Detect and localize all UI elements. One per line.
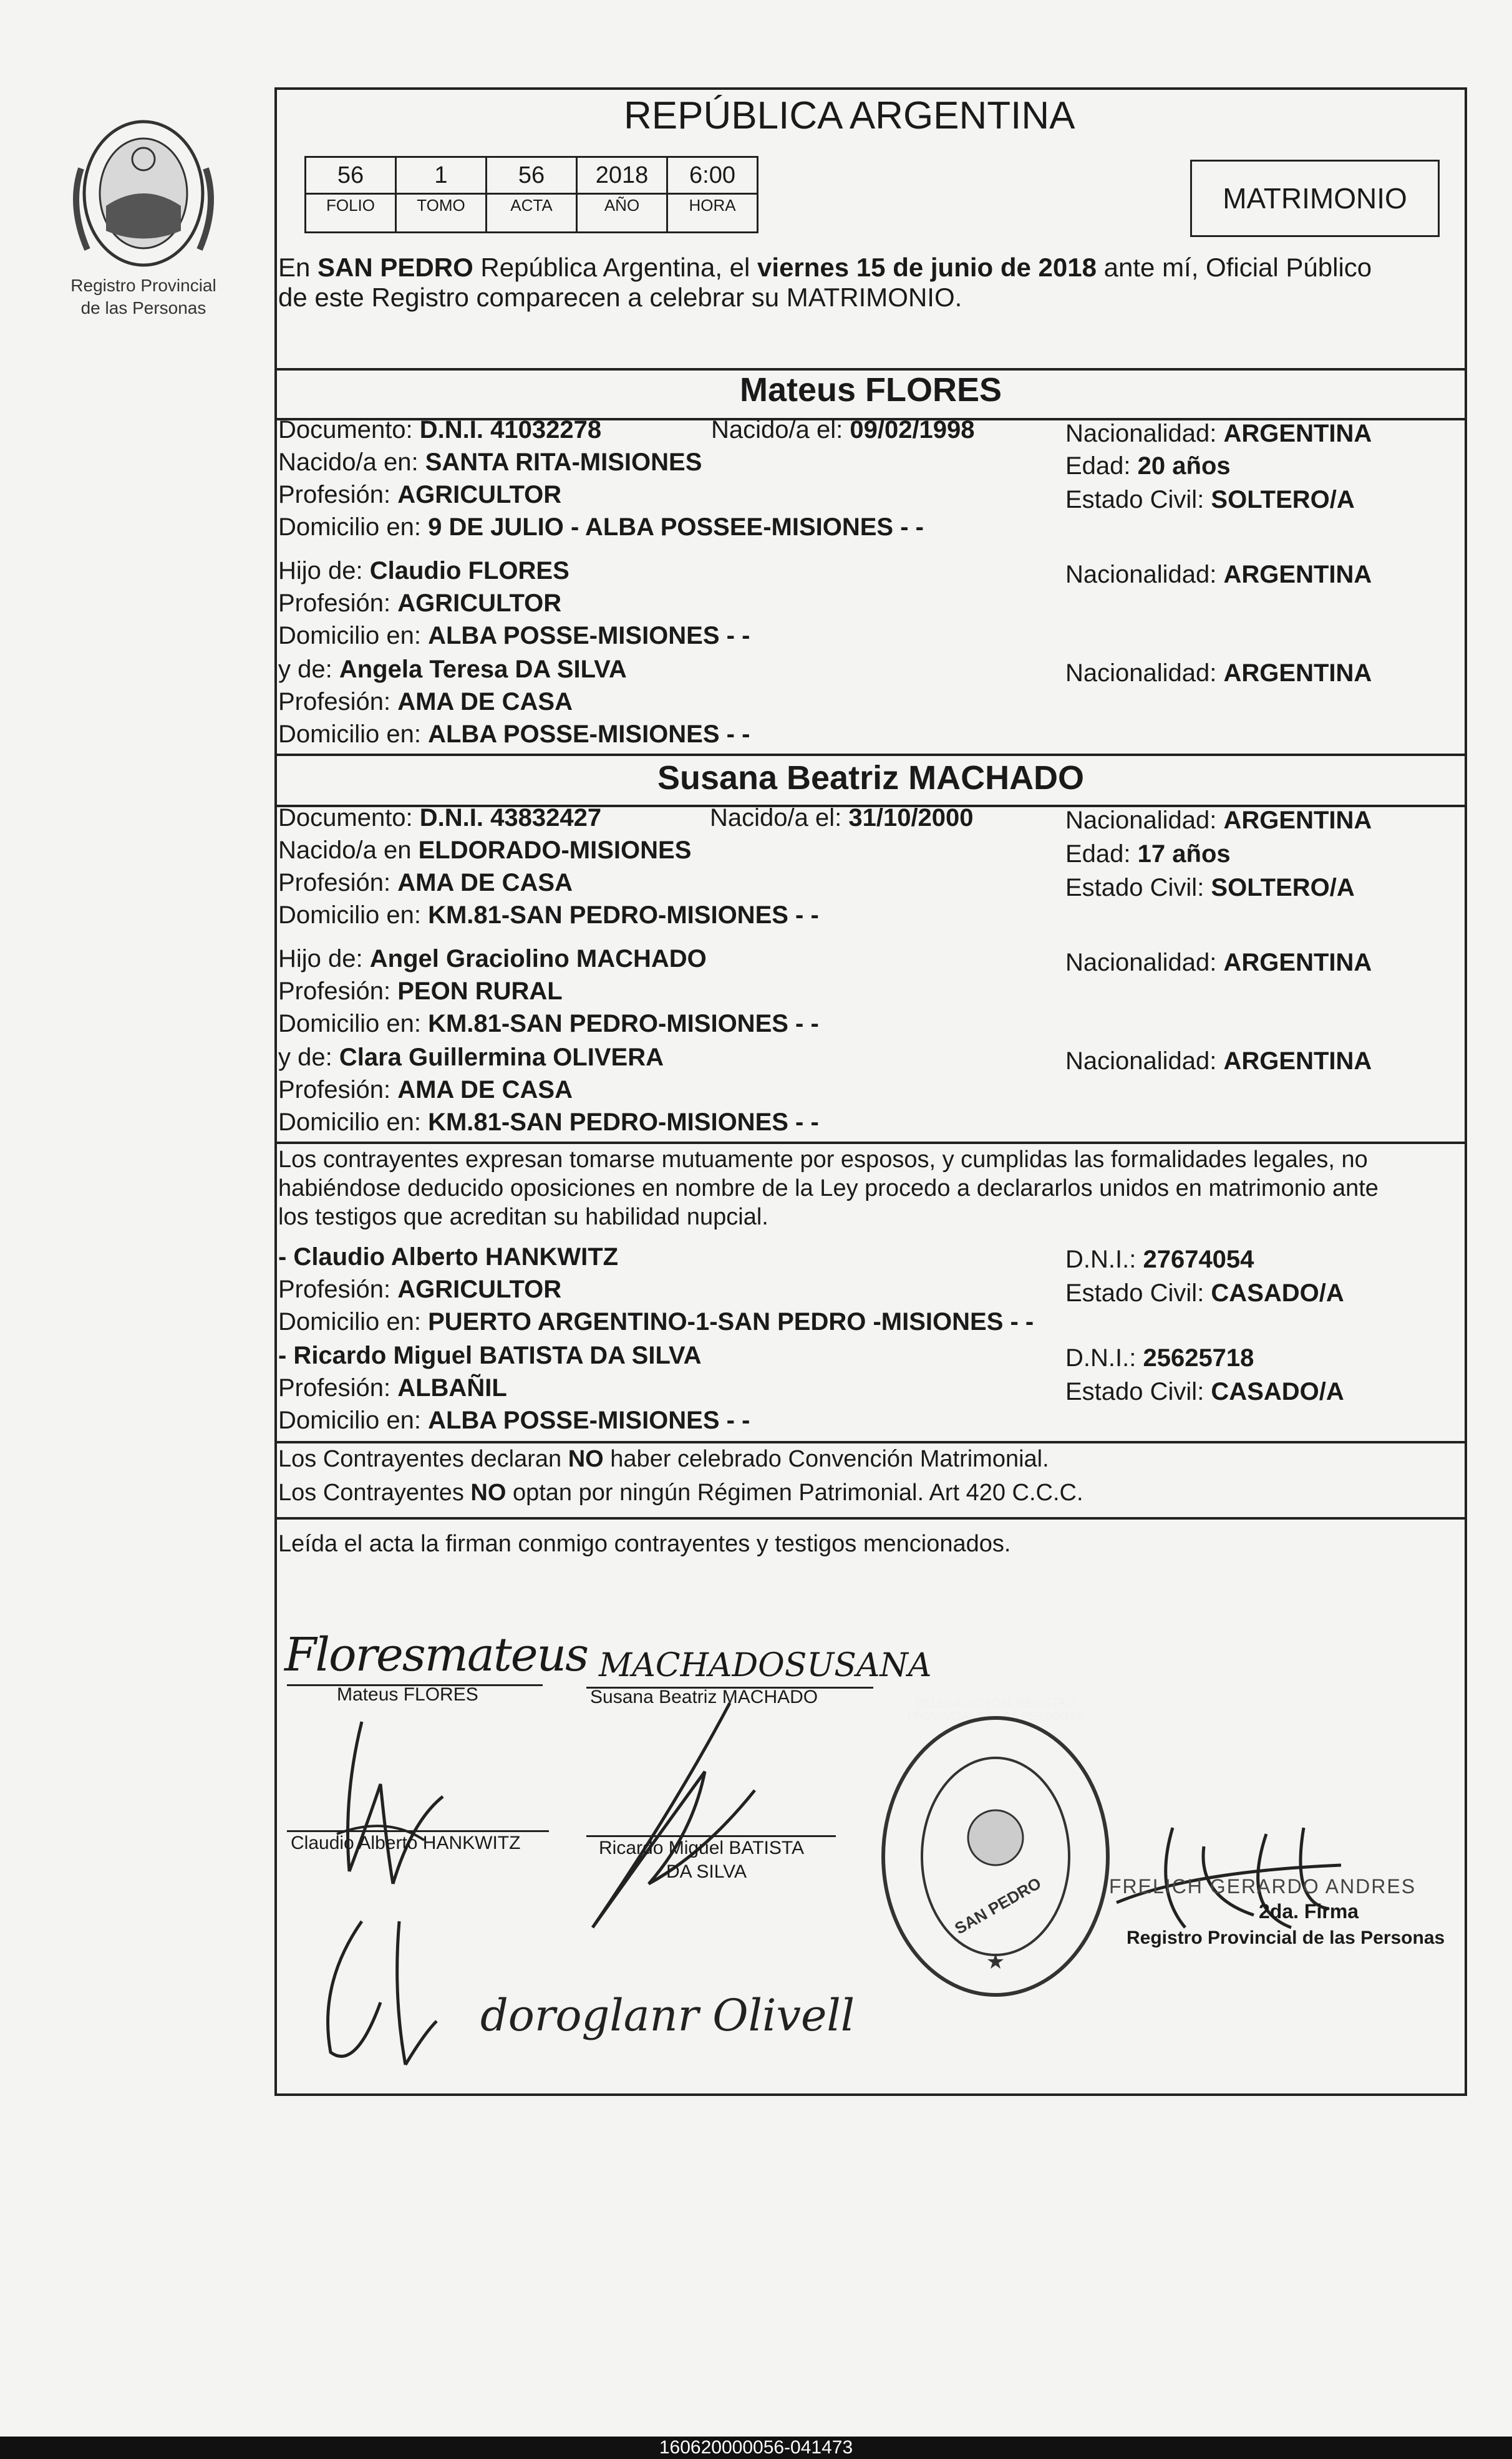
witness-1-address: Domicilio en: PUERTO ARGENTINO-1-SAN PEDRO -MISIONES - - bbox=[278, 1308, 1034, 1336]
groom-civil-status: Estado Civil: SOLTERO/A bbox=[1065, 486, 1355, 513]
field-hora bbox=[666, 156, 758, 233]
intro-mid: República Argentina, el bbox=[473, 253, 758, 282]
witness-1-civil-status: Estado Civil: CASADO/A bbox=[1065, 1279, 1344, 1307]
official-name: FRELICH GERARDO ANDRES bbox=[1109, 1875, 1417, 1898]
ano-value: 2018 bbox=[595, 162, 649, 188]
witness-1-signature-scribble bbox=[299, 1709, 462, 1909]
province-seal bbox=[62, 112, 225, 281]
field-acta bbox=[485, 156, 578, 233]
logo-caption-line2: de las Personas bbox=[80, 298, 206, 318]
witness-2-signature-label-line-1: Ricardo Miguel BATISTA bbox=[599, 1838, 804, 1858]
logo-caption-line1: Registro Provincial bbox=[70, 276, 216, 295]
declaration-text bbox=[278, 1145, 1379, 1231]
bride-mother-nationality: Nacionalidad: ARGENTINA bbox=[1065, 1047, 1372, 1075]
field-tomo bbox=[395, 156, 487, 233]
witness-2-name: - Ricardo Miguel BATISTA DA SILVA bbox=[278, 1342, 702, 1369]
field-folio bbox=[304, 156, 397, 233]
convention-line-1: Los Contrayentes declaran NO haber celebrado Convención Matrimonial. bbox=[278, 1446, 1049, 1472]
witness-1-signature-label: Claudio Alberto HANKWITZ bbox=[291, 1833, 521, 1853]
bride-name: Susana Beatriz MACHADO bbox=[657, 759, 1085, 797]
bride-born: Nacido/a el: 31/10/2000 bbox=[710, 804, 974, 832]
stamp-ring-text bbox=[883, 1697, 1108, 1723]
intro-pre: En bbox=[278, 253, 318, 282]
groom-born: Nacido/a el: 09/02/1998 bbox=[711, 416, 975, 444]
witness-1-name: - Claudio Alberto HANKWITZ bbox=[278, 1243, 619, 1271]
folio-value: 56 bbox=[337, 162, 364, 188]
tomo-label: TOMO bbox=[397, 193, 485, 216]
footer-code-bar bbox=[0, 2437, 1512, 2459]
groom-name: Mateus FLORES bbox=[739, 371, 1002, 409]
intro-city: SAN PEDRO bbox=[317, 253, 473, 282]
closing-text: Leída el acta la firman conmigo contrayentes y testigos mencionados. bbox=[278, 1531, 1011, 1557]
acta-value: 56 bbox=[518, 162, 545, 188]
bride-nationality: Nacionalidad: ARGENTINA bbox=[1065, 807, 1372, 834]
intro-line-2: de este Registro comparecen a celebrar su MATRIMONIO. bbox=[278, 283, 962, 312]
declaration-line-2: habiéndose deducido oposiciones en nombre de la Ley procedo a declararlos unidos en matrimonio ante bbox=[278, 1175, 1379, 1201]
witness-2-address: Domicilio en: ALBA POSSE-MISIONES - - bbox=[278, 1407, 750, 1434]
witness-2-signature-scribble bbox=[580, 1697, 767, 1934]
intro-date: viernes 15 de junio de 2018 bbox=[757, 253, 1097, 282]
hora-label: HORA bbox=[668, 193, 757, 216]
bride-mother: y de: Clara Guillermina OLIVERA bbox=[278, 1044, 664, 1071]
groom-handwritten-signature: Floresmateus bbox=[284, 1628, 588, 1682]
groom-father-nationality: Nacionalidad: ARGENTINA bbox=[1065, 561, 1372, 588]
witness-1-profession: Profesión: AGRICULTOR bbox=[278, 1276, 562, 1303]
groom-father-address: Domicilio en: ALBA POSSE-MISIONES - - bbox=[278, 622, 750, 649]
ano-label: AÑO bbox=[578, 193, 666, 216]
intro-line-1 bbox=[278, 252, 1372, 283]
page-title: REPÚBLICA ARGENTINA bbox=[624, 94, 1075, 137]
witness-1-dni: D.N.I.: 27674054 bbox=[1065, 1246, 1254, 1273]
bride-birthplace: Nacido/a en ELDORADO-MISIONES bbox=[278, 837, 692, 864]
bride-signature-label: Susana Beatriz MACHADO bbox=[590, 1687, 818, 1707]
record-type-box bbox=[1190, 160, 1440, 237]
witness-2-profession: Profesión: ALBAÑIL bbox=[278, 1374, 507, 1402]
official-role: 2da. Firma bbox=[1259, 1900, 1359, 1923]
groom-mother: y de: Angela Teresa DA SILVA bbox=[278, 656, 627, 683]
bride-mother-address: Domicilio en: KM.81-SAN PEDRO-MISIONES - - bbox=[278, 1108, 819, 1136]
witness-2-signature-label-line-2: DA SILVA bbox=[666, 1861, 747, 1882]
witness-2-civil-status: Estado Civil: CASADO/A bbox=[1065, 1378, 1344, 1405]
convention-line-2: Los Contrayentes NO optan por ningún Régimen Patrimonial. Art 420 C.C.C. bbox=[278, 1480, 1083, 1506]
field-ano bbox=[576, 156, 668, 233]
bride-father-address: Domicilio en: KM.81-SAN PEDRO-MISIONES - - bbox=[278, 1010, 819, 1037]
stamp-center-text: SAN PEDRO bbox=[951, 1873, 1045, 1938]
record-type: MATRIMONIO bbox=[1223, 182, 1407, 215]
bride-address: Domicilio en: KM.81-SAN PEDRO-MISIONES - - bbox=[278, 901, 819, 929]
declaration-line-3: los testigos que acreditan su habilidad nupcial. bbox=[278, 1204, 768, 1230]
groom-mother-nationality: Nacionalidad: ARGENTINA bbox=[1065, 659, 1372, 687]
province-seal-emblem-icon bbox=[62, 112, 225, 281]
groom-profession: Profesión: AGRICULTOR bbox=[278, 481, 562, 508]
official-round-stamp bbox=[877, 1713, 1114, 2000]
groom-mother-profession: Profesión: AMA DE CASA bbox=[278, 688, 573, 715]
groom-birthplace: Nacido/a en: SANTA RITA-MISIONES bbox=[278, 449, 702, 476]
hora-value: 6:00 bbox=[689, 162, 735, 188]
bride-father-nationality: Nacionalidad: ARGENTINA bbox=[1065, 949, 1372, 976]
svg-text:★: ★ bbox=[986, 1949, 1006, 1974]
bride-civil-status: Estado Civil: SOLTERO/A bbox=[1065, 874, 1355, 901]
witness-2-dni: D.N.I.: 25625718 bbox=[1065, 1344, 1254, 1372]
groom-mother-address: Domicilio en: ALBA POSSE-MISIONES - - bbox=[278, 720, 750, 748]
extra-signature-scribble bbox=[312, 1909, 455, 2077]
groom-father-profession: Profesión: AGRICULTOR bbox=[278, 589, 562, 617]
footer-code: 160620000056-041473 bbox=[659, 2437, 853, 2458]
official-org: Registro Provincial de las Personas bbox=[1127, 1928, 1445, 1948]
groom-address: Domicilio en: 9 DE JULIO - ALBA POSSEE-MISIONES - - bbox=[278, 513, 924, 541]
bride-age: Edad: 17 años bbox=[1065, 840, 1231, 868]
groom-father: Hijo de: Claudio FLORES bbox=[278, 557, 569, 584]
acta-label: ACTA bbox=[487, 193, 576, 216]
bride-handwritten-signature: MACHADOSUSANA bbox=[599, 1647, 932, 1684]
bride-profession: Profesión: AMA DE CASA bbox=[278, 869, 573, 896]
groom-doc: Documento: D.N.I. 41032278 bbox=[278, 416, 602, 444]
tomo-value: 1 bbox=[434, 162, 448, 188]
folio-label: FOLIO bbox=[306, 193, 395, 216]
groom-nationality: Nacionalidad: ARGENTINA bbox=[1065, 420, 1372, 447]
intro-post: ante mí, Oficial Público bbox=[1096, 253, 1372, 282]
bride-doc: Documento: D.N.I. 43832427 bbox=[278, 804, 602, 832]
groom-age: Edad: 20 años bbox=[1065, 452, 1231, 480]
bride-mother-profession: Profesión: AMA DE CASA bbox=[278, 1076, 573, 1103]
bride-father: Hijo de: Angel Graciolino MACHADO bbox=[278, 945, 707, 972]
stamp-emblem-icon bbox=[877, 1713, 1114, 2000]
bride-father-profession: Profesión: PEON RURAL bbox=[278, 977, 563, 1005]
extra-handwritten-signature: doroglanr Olivell bbox=[480, 1990, 855, 2041]
groom-signature-label: Mateus FLORES bbox=[337, 1684, 478, 1705]
declaration-line-1: Los contrayentes expresan tomarse mutuamente por esposos, y cumplidas las formalidades legales, no bbox=[278, 1147, 1368, 1173]
